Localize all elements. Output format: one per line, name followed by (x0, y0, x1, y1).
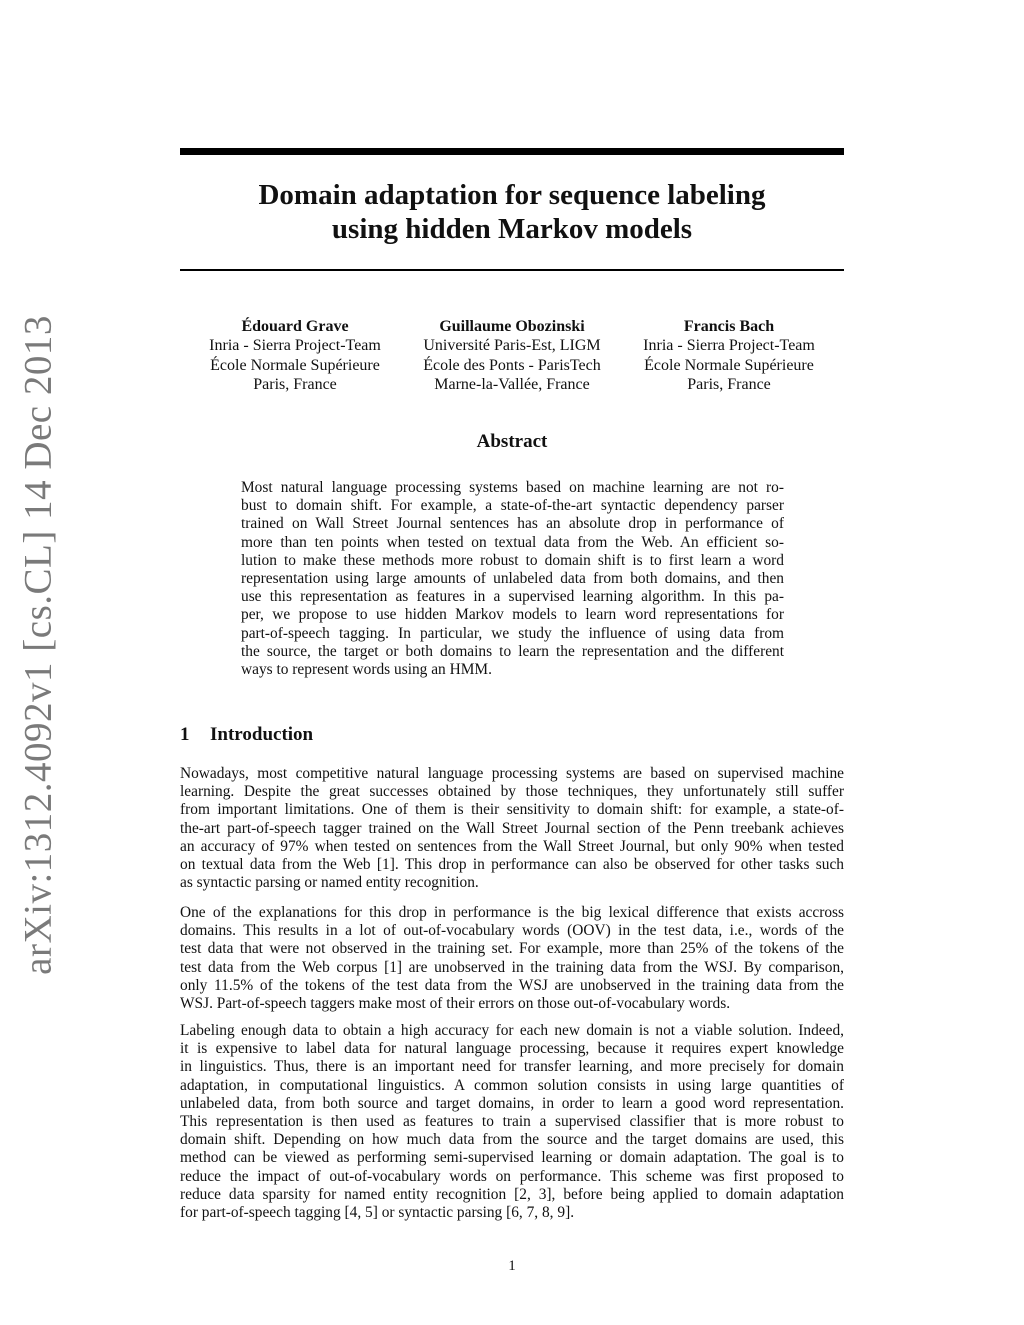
author-name: Guillaume Obozinski (439, 318, 585, 335)
paragraph-line: One of the explanations for this drop in performance is the big lexical difference that exists accross (180, 904, 844, 921)
abstract-line: trained on Wall Street Journal sentences has an absolute drop in performance of (241, 515, 784, 533)
author-affiliation: École Normale Supérieure (210, 356, 380, 374)
abstract-line: part-of-speech tagging. In particular, we study the influence of using data from (241, 624, 784, 642)
title-bottom-rule (180, 269, 844, 271)
author-block (204, 317, 386, 394)
section-heading (180, 724, 313, 746)
paragraph-line: only 11.5% of the tokens of the test data from the WSJ are unobserved in the training data from the (180, 976, 844, 994)
paragraph-line: reduce the impact of out-of-vocabulary words on performance. This scheme was first proposed to (180, 1167, 844, 1185)
paragraph-line: domain shift. Depending on how much data from the source and the target domains are used, this (180, 1131, 844, 1149)
abstract-heading: Abstract (476, 431, 548, 452)
paragraph-line: test data from the Web corpus [1] are unobserved in the training data from the WSJ. By comparison, (180, 958, 844, 976)
title-top-rule (180, 148, 844, 155)
section-title: Introduction (210, 724, 314, 745)
abstract-line: the source, the target or both domains to learn the representation and the different (241, 642, 784, 660)
author-affiliation: Inria - Sierra Project-Team (643, 337, 815, 355)
abstract-line: more than ten points when tested on textual data from the Web. An efficient so- (241, 533, 784, 551)
body-paragraph (180, 904, 844, 1013)
paragraph-line: it is expensive to label data for natural language processing, because it requires expert knowledge (180, 1040, 844, 1058)
paragraph-line: in linguistics. Thus, there is an important need for transfer learning, and more precisely for domain (180, 1058, 844, 1076)
abstract-line: Most natural language processing systems based on machine learning are not ro- (241, 479, 784, 496)
author-affiliation: Paris, France (253, 375, 337, 393)
paragraph-line: for part-of-speech tagging [4, 5] or syntactic parsing [6, 7, 8, 9]. (180, 1204, 575, 1222)
abstract-body (241, 479, 784, 679)
paragraph-line: Labeling enough data to obtain a high accuracy for each new domain is not a viable solution. Indeed, (180, 1022, 844, 1039)
author-affiliation: École Normale Supérieure (644, 356, 814, 374)
paragraph-line: unlabeled data, from both source and target domains, in order to learn a good word representation. (180, 1094, 844, 1112)
abstract-line: lution to make these methods more robust to domain shift is to first learn a word (241, 551, 784, 569)
paragraph-line: method can be viewed as performing semi-supervised learning or domain adaptation. The goal is to (180, 1149, 844, 1167)
paragraph-line: reduce data sparsity for named entity recognition [2, 3], before being applied to domain adaptation (180, 1185, 844, 1203)
author-name: Francis Bach (683, 318, 775, 335)
abstract-line: representation using large amounts of unlabeled data from both domains, and then (241, 570, 784, 588)
title-line: using hidden Markov models (331, 213, 693, 245)
author-block (638, 317, 820, 394)
author-block (418, 317, 606, 394)
author-affiliation: Université Paris-Est, LIGM (423, 337, 601, 355)
author-name: Édouard Grave (241, 318, 349, 335)
abstract-line: use this representation as features in a supervised learning algorithm. In this pa- (241, 588, 784, 606)
paragraph-line: from important limitations. One of them is their sensitivity to domain shift: for example, a state-of- (180, 801, 844, 819)
title-line: Domain adaptation for sequence labeling (258, 179, 766, 211)
paragraph-line: as syntactic parsing or named entity recognition. (180, 874, 479, 892)
abstract-line: bust to domain shift. For example, a state-of-the-art syntactic dependency parser (241, 497, 784, 515)
section-number: 1 (180, 724, 190, 745)
author-affiliation: École des Ponts - ParisTech (423, 356, 601, 374)
paragraph-line: learning. Despite the great successes obtained by those techniques, they unfortunately still suffer (180, 783, 844, 801)
author-affiliation: Inria - Sierra Project-Team (209, 337, 381, 355)
abstract-line: per, we propose to use hidden Markov models to learn word representations for (241, 606, 784, 624)
abstract-line: ways to represent words using an HMM. (241, 661, 492, 679)
arxiv-identifier: arXiv:1312.4092v1 [cs.CL] 14 Dec 2013 (16, 315, 60, 975)
author-affiliation: Marne-la-Vallée, France (434, 375, 590, 393)
paragraph-line: domains. This results in a lot of out-of-vocabulary words (OOV) in the test data, i.e., words of the (180, 922, 844, 940)
paragraph-line: adaptation, in computational linguistics. A common solution consists in using large quantities of (180, 1076, 844, 1094)
author-affiliation: Paris, France (687, 375, 771, 393)
paragraph-line: test data that were not observed in the training set. For example, more than 25% of the tokens of the (180, 940, 844, 958)
paragraph-line: the-art part-of-speech tagger trained on the Wall Street Journal section of the Penn treebank achieves (180, 819, 844, 837)
paragraph-line: WSJ. Part-of-speech taggers make most of their errors on those out-of-vocabulary words. (180, 995, 731, 1013)
paragraph-line: on textual data from the Web [1]. This drop in performance can also be observed for other tasks such (180, 856, 844, 874)
paragraph-line: an accuracy of 97% when tested on sentences from the Wall Street Journal, but only 90% when tested (180, 837, 844, 855)
page-number: 1 (508, 1258, 516, 1274)
body-paragraph (180, 765, 844, 892)
body-paragraph (180, 1022, 844, 1222)
paper-title (180, 178, 844, 246)
paragraph-line: Nowadays, most competitive natural language processing systems are based on supervised machine (180, 765, 844, 782)
paragraph-line: This representation is then used as features to train a supervised classifier that is more robust to (180, 1113, 844, 1131)
